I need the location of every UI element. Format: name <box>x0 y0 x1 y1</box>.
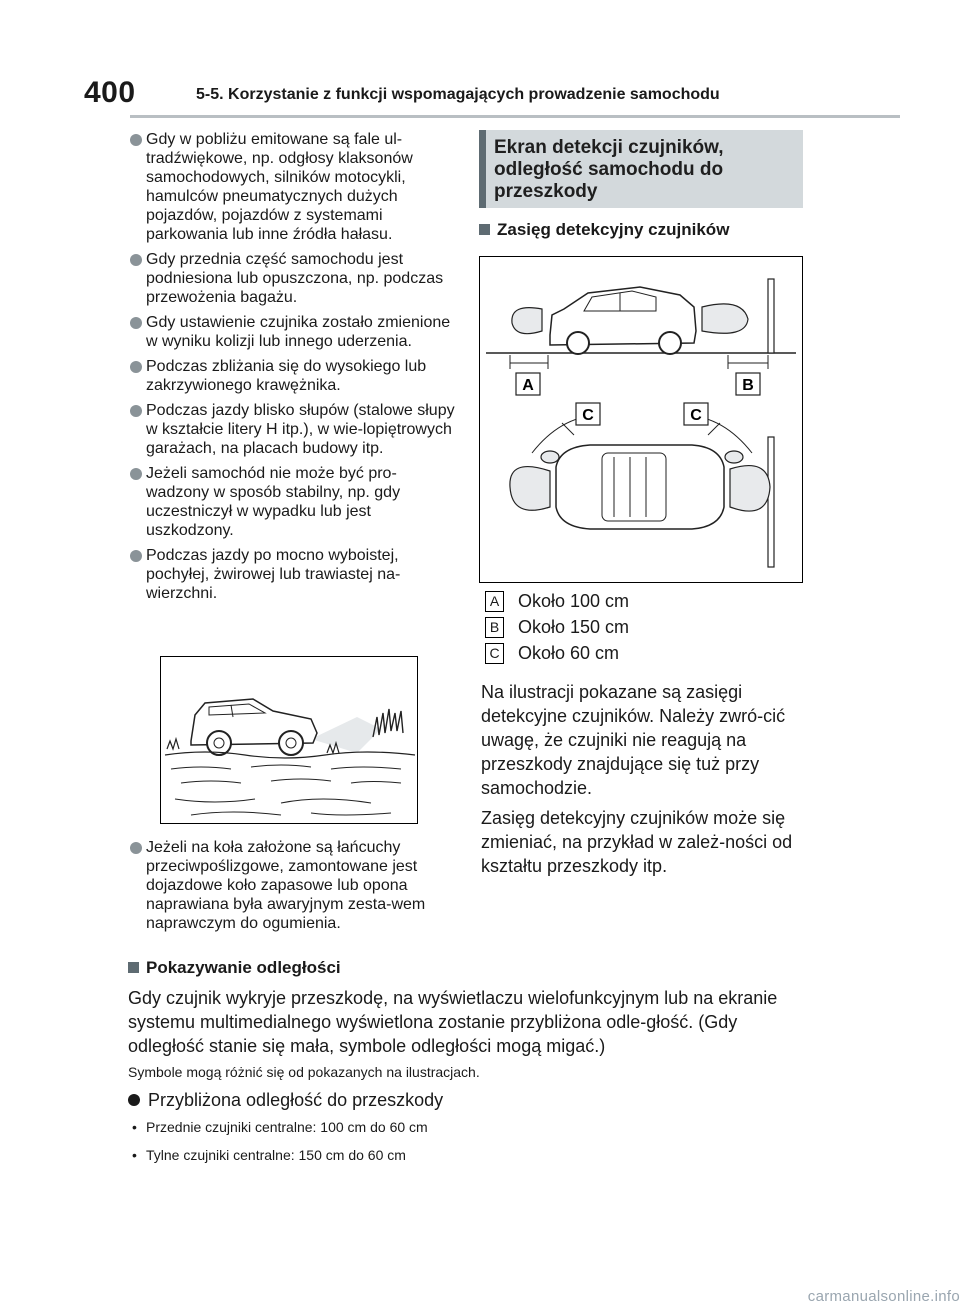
watermark: carmanualsonline.info <box>807 1288 960 1305</box>
square-bullet-icon <box>479 224 490 235</box>
car-on-rough-road-drawing <box>161 657 417 823</box>
list-item: • Tylne czujniki centralne: 150 cm do 60 cm <box>128 1146 428 1164</box>
distance-list <box>128 1118 428 1174</box>
legend-row-b <box>485 614 629 640</box>
condition-list-continued <box>130 838 456 939</box>
legend-text: Około 100 cm <box>518 590 630 611</box>
distance-note: Symbole mogą różnić się od pokazanych na ilustracjach. <box>128 1064 480 1080</box>
list-item: Podczas jazdy blisko słupów (stalowe słupy w kształcie litery H itp.), w wie-lopiętrowych garażach, na placach budowy itp. <box>130 401 456 458</box>
sensor-range-drawing <box>480 257 802 582</box>
subheading-text: Pokazywanie odległości <box>146 958 341 977</box>
approx-distance-heading <box>128 1090 443 1111</box>
paragraph-text: Na ilustracji pokazane są zasięgi detekcyjne czujników. Należy zwró-cić uwagę, że czujniki nie reagują na przeszkody znajdujące się tuż przy samochodzie. <box>481 682 786 798</box>
section-title: Ekran detekcji czujników, odległość samochodu do przeszkody <box>494 137 724 202</box>
distance-paragraph <box>128 986 808 1058</box>
list-item: Jeżeli samochód nie może być pro-wadzony w sposób stabilny, np. gdy uczestniczył w wypadku lub jest uszkodzony. <box>130 464 456 540</box>
detection-range-diagram <box>479 256 803 583</box>
label-b: B <box>742 377 754 394</box>
paragraph-text: Zasięg detekcyjny czujników może się zmieniać, na przykład w zależ-ności od kształtu przeszkody itp. <box>481 808 793 876</box>
list-item: Gdy przednia część samochodu jest podniesiona lub opuszczona, np. podczas przewożenia bagażu. <box>130 250 456 307</box>
subheading-text: Zasięg detekcyjny czujników <box>497 220 730 239</box>
list-item: Jeżeli na koła założone są łańcuchy przeciwpoślizgowe, zamontowane jest dojazdowe koło zapasowe lub opona naprawiana była awaryjnym zesta-wem naprawczym do ogumienia. <box>130 838 456 933</box>
chapter-title: 5-5. Korzystanie z funkcji wspomagających prowadzenie samochodu <box>196 86 720 103</box>
rough-road-illustration <box>160 656 418 824</box>
list-item: Podczas zbliżania się do wysokiego lub zakrzywionego krawężnika. <box>130 357 456 395</box>
legend-key: A <box>485 591 504 612</box>
header-divider <box>130 115 900 118</box>
list-item: Podczas jazdy po mocno wyboistej, pochyłej, żwirowej lub trawiastej na-wierzchni. <box>130 546 456 603</box>
square-bullet-icon <box>128 962 139 973</box>
list-item: Gdy w pobliżu emitowane są fale ul-tradźwiękowe, np. odgłosy klaksonów samochodowych, silników motocykli, hamulców pneumatycznych dużych pojazdów, pojazdów z systemami parkowania lub inne źródła hałasu. <box>130 130 456 244</box>
label-c-right: C <box>690 407 702 424</box>
range-legend <box>485 588 629 666</box>
range-paragraph-2 <box>481 806 803 878</box>
legend-key: B <box>485 617 504 638</box>
legend-key: C <box>485 643 504 664</box>
legend-text: Około 150 cm <box>518 616 630 637</box>
range-paragraph-1 <box>481 680 803 800</box>
label-a: A <box>522 377 534 394</box>
bullet-dot-icon <box>128 1094 140 1106</box>
subheading-range <box>479 220 729 240</box>
list-item: • Przednie czujniki centralne: 100 cm do 60 cm <box>128 1118 428 1136</box>
section-header-box <box>479 130 803 208</box>
legend-row-c <box>485 640 629 666</box>
heading-text: Przybliżona odległość do przeszkody <box>148 1090 444 1110</box>
label-c-left: C <box>582 407 594 424</box>
subheading-distance <box>128 958 341 978</box>
list-item: Gdy ustawienie czujnika zostało zmienione w wyniku kolizji lub innego uderzenia. <box>130 313 456 351</box>
legend-text: Około 60 cm <box>518 642 620 663</box>
page-number: 400 <box>84 76 136 109</box>
legend-row-a <box>485 588 629 614</box>
condition-list <box>130 130 456 609</box>
paragraph-text: Gdy czujnik wykryje przeszkodę, na wyświetlaczu wielofunkcyjnym lub na ekranie systemu multimedialnego wyświetlona zostanie przybliżona odle-głość. (Gdy odległość stanie się mała, symbole odległości mogą migać.) <box>128 988 778 1056</box>
